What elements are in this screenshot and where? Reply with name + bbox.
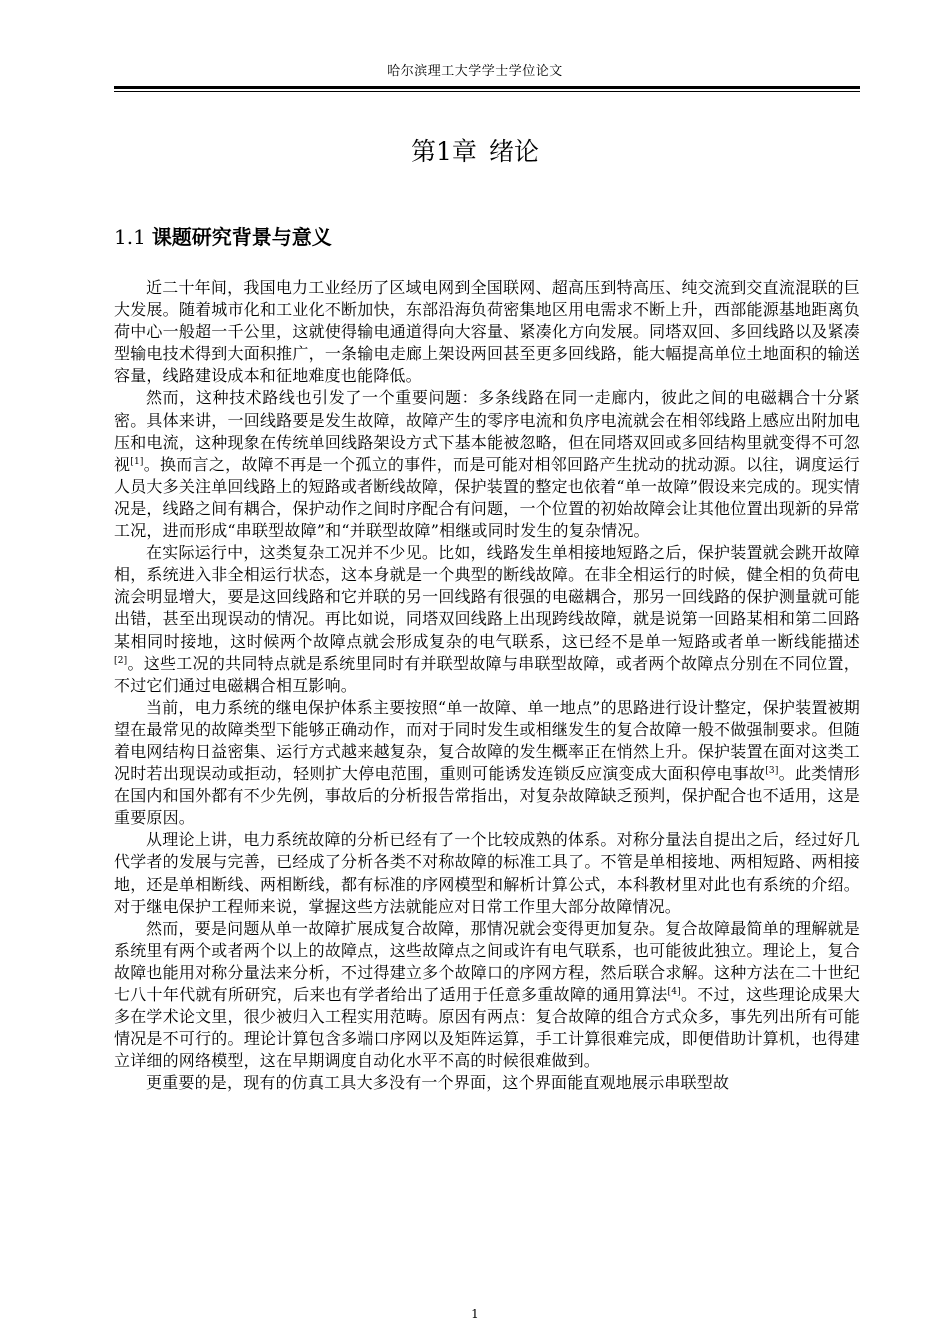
paragraph	[114, 387, 860, 542]
citation-ref: [2]	[114, 655, 128, 666]
paragraph-text: 在实际运行中，这类复杂工况并不少见。比如，线路发生单相接地短路之后，保护装置就会跳开故障相，系统进入非全相运行状态，这本身就是一个典型的断线故障。在非全相运行的时候，健全相的负荷电流会明显增大，要是这回线路和它并联的另一回线路有很强的电磁耦合，那另一回线路的保护测量就可能出错，甚至出现误动的情况。再比如说，同塔双回线路上出现跨线故障，就是说第一回路某相和第二回路某相同时接地，这时候两个故障点就会形成复杂的电气联系，这已经不是单一短路或者单一断线能描述	[114, 543, 860, 651]
paragraph	[114, 918, 860, 1073]
chapter-number: 第1章	[411, 137, 477, 166]
paragraph-text: 近二十年间，我国电力工业经历了区域电网到全国联网、超高压到特高压、纯交流到交直流混联的巨大发展。随着城市化和工业化不断加快，东部沿海负荷密集地区用电需求不断上升，西部能源基地距离负荷中心一般超一千公里，这就使得输电通道得向大容量、紧凑化方向发展。同塔双回、多回线路以及紧凑型输电技术得到大面积推广，一条输电走廊上架设两回甚至更多回线路，能大幅提高单位土地面积的输送容量，线路建设成本和征地难度也能降低。	[114, 278, 860, 386]
paragraph-text: 。这些工况的共同特点就是系统里同时有并联型故障与串联型故障，或者两个故障点分别在不同位置，不过它们通过电磁耦合相互影响。	[114, 653, 860, 695]
chapter-name: 绪论	[488, 137, 539, 166]
header-rule-thin	[114, 91, 860, 92]
section-title: 课题研究背景与意义	[151, 225, 332, 249]
citation-ref: [3]	[765, 766, 779, 777]
body-text	[114, 277, 860, 1094]
citation-ref: [4]	[667, 987, 681, 997]
paragraph	[114, 697, 860, 830]
paragraph	[114, 1072, 860, 1094]
page-number: 1	[471, 1307, 479, 1321]
paragraph-text: 更重要的是，现有的仿真工具大多没有一个界面，这个界面能直观地展示串联型故	[146, 1073, 730, 1093]
paragraph-text: 。此类情形在国内和国外都有不少先例，事故后的分析报告常指出，对复杂故障缺乏预判，保护配合也不适用，这是重要原因。	[114, 764, 860, 828]
paragraph-text: 。换而言之，故障不再是一个孤立的事件，而是可能对相邻回路产生扰动的扰动源。以往，调度运行人员大多关注单回线路上的短路或者断线故障，保护装置的整定也依着“单一故障”假设来完成的。现实情况是，线路之间有耦合，保护动作之间时序配合有问题，一个位置的初始故障会让其他位置出现新的异常工况，进而形成“串联型故障”和“并联型故障”相继或同时发生的复杂情况。	[114, 454, 860, 541]
citation-ref: [1]	[130, 456, 144, 467]
paragraph-text: 当前，电力系统的继电保护体系主要按照“单一故障、单一地点”的思路进行设计整定，保护装置被期望在最常见的故障类型下能够正确动作，而对于同时发生或相继发生的复合故障一般不做强制要求。但随着电网结构日益密集、运行方式越来越复杂，复合故障的发生概率正在悄然上升。保护装置在面对这类工况时若出现误动或拒动，轻则扩大停电范围，重则可能诱发连锁反应演变成大面积停电事故	[114, 697, 860, 784]
header-rule-thick	[114, 86, 860, 89]
paragraph-text: 然而，这种技术路线也引发了一个重要问题：多条线路在同一走廊内，彼此之间的电磁耦合十分紧密。具体来讲，一回线路要是发生故障，故障产生的零序电流和负序电流就会在相邻线路上感应出附加电压和电流，这种现象在传统单回线路架设方式下基本能被忽略，但在同塔双回或多回结构里就变得不可忽视	[114, 388, 860, 474]
section-number: 1.1	[114, 225, 146, 249]
running-header: 哈尔滨理工大学学士学位论文	[387, 64, 563, 79]
section-heading	[114, 221, 332, 253]
paragraph	[114, 542, 860, 697]
paragraph	[114, 829, 860, 917]
paragraph	[114, 277, 860, 387]
paragraph-text: 然而，要是问题从单一故障扩展成复合故障，那情况就会变得更加复杂。复合故障最简单的理解就是系统里有两个或者两个以上的故障点，这些故障点之间或许有电气联系，也可能彼此独立。理论上，复合故障也能用对称分量法来分析，不过得建立多个故障口的序网方程，然后联合求解。这种方法在二十世纪七八十年代就有所研究，后来也有学者给出了适用于任意多重故障的通用算法	[114, 918, 860, 1004]
chapter-title	[0, 134, 950, 170]
paragraph-text: 。不过，这些理论成果大多在学术论文里，很少被归入工程实用范畴。原因有两点：复合故障的组合方式众多，事先列出所有可能情况是不可行的。理论计算包含多端口序网以及矩阵运算，手工计算很难完成，即便借助计算机，也得建立详细的网络模型，这在早期调度自动化水平不高的时候很难做到。	[114, 985, 860, 1071]
paragraph-text: 从理论上讲，电力系统故障的分析已经有了一个比较成熟的体系。对称分量法自提出之后，经过好几代学者的发展与完善，已经成了分析各类不对称故障的标准工具了。不管是单相接地、两相短路、两相接地，还是单相断线、两相断线，都有标准的序网模型和解析计算公式，本科教材里对此也有系统的介绍。对于继电保护工程师来说，掌握这些方法就能应对日常工作里大部分故障情况。	[114, 830, 860, 916]
